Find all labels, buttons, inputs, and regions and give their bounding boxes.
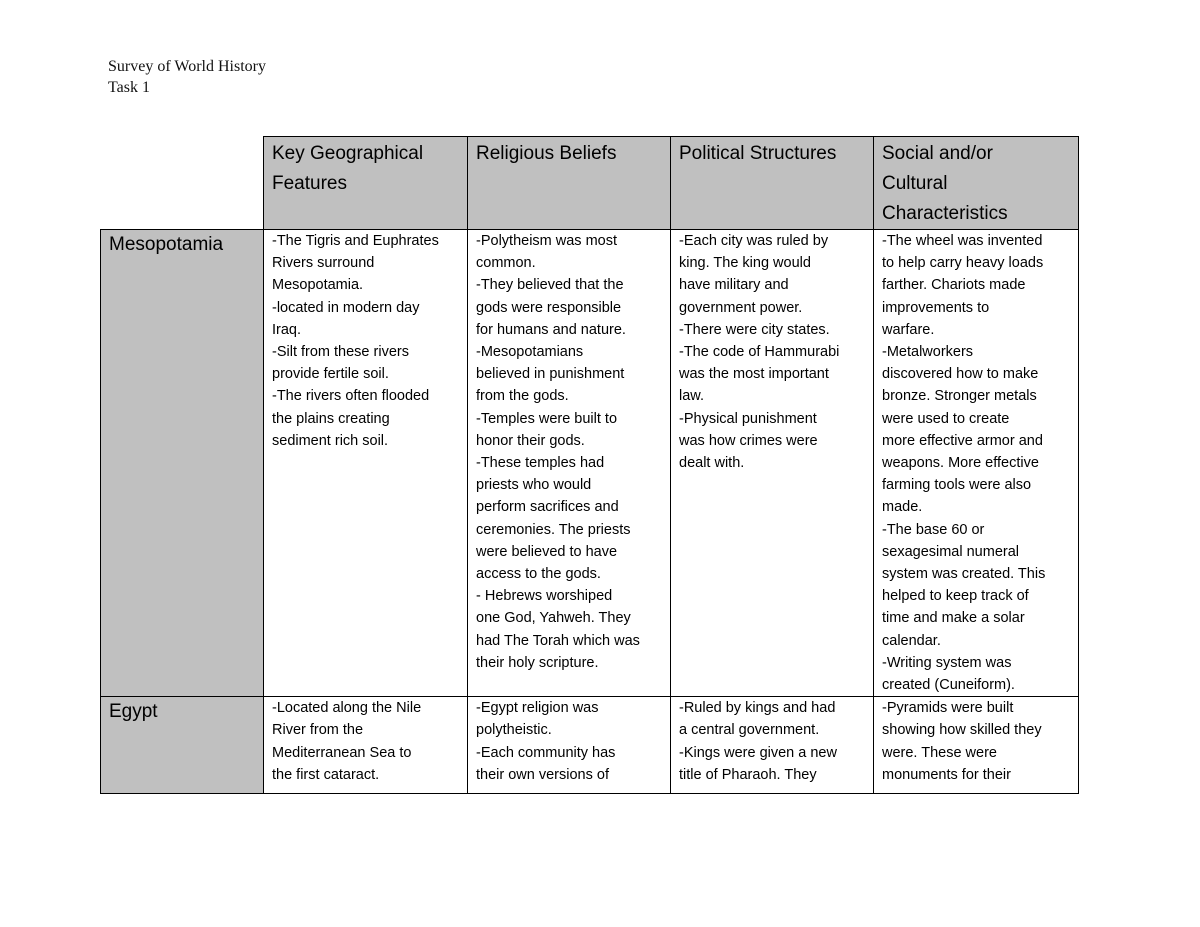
cell-text: -Located along the Nile River from the Mediterranean Sea to the first cataract. — [272, 700, 422, 783]
cell-text: -Polytheism was most common. -They believed that the gods were responsible for humans and nature. -Mesopotamians believed in punishment from the gods. -Temples were built to honor their gods. -These temples had priests who would perform sacrifices and ceremonies. The priests were believed to have access to the gods. - Hebrews worshiped one God, Yahweh. They had The Torah which was their holy scripture. — [476, 233, 640, 671]
table-cell-culture — [874, 697, 1079, 794]
column-header-culture — [874, 137, 1079, 230]
row-header-mesopotamia — [101, 230, 264, 697]
document-header — [108, 56, 266, 98]
table-cell-religion — [468, 230, 671, 697]
table-header-row — [101, 137, 1079, 230]
table-cell-religion — [468, 697, 671, 794]
table-corner-cell — [101, 137, 264, 230]
history-comparison-table — [100, 136, 1079, 794]
cell-text: -Each city was ruled by king. The king would have military and government power. -There were city states. -The code of Hammurabi was the most important law. -Physical punishment was how crimes were dealt with. — [679, 233, 840, 472]
table-cell-politics — [671, 697, 874, 794]
column-header-politics — [671, 137, 874, 230]
column-header-label: Religious Beliefs — [476, 143, 617, 164]
row-header-egypt — [101, 697, 264, 794]
column-header-geography — [264, 137, 468, 230]
cell-text: -The Tigris and Euphrates Rivers surround Mesopotamia. -located in modern day Iraq. -Silt from these rivers provide fertile soil. -The rivers often flooded the plains creating sediment rich soil. — [272, 233, 439, 449]
table-cell-politics — [671, 230, 874, 697]
table-row-egypt — [101, 697, 1079, 794]
row-header-label: Mesopotamia — [109, 234, 224, 255]
row-header-label: Egypt — [109, 701, 158, 723]
table-cell-culture — [874, 230, 1079, 697]
table-row-mesopotamia — [101, 230, 1079, 697]
column-header-label: Key Geographical Features — [272, 143, 424, 194]
column-header-label: Political Structures — [679, 143, 837, 164]
column-header-label: Social and/or Cultural Characteristics — [882, 143, 1008, 224]
cell-text: -Egypt religion was polytheistic. -Each community has their own versions of — [476, 700, 616, 783]
table-cell-geography — [264, 697, 468, 794]
cell-text: -Ruled by kings and had a central government. -Kings were given a new title of Pharaoh. They — [679, 700, 837, 783]
document-title: Survey of World History — [108, 58, 266, 75]
cell-text: -The wheel was invented to help carry heavy loads farther. Chariots made improvements to warfare. -Metalworkers discovered how to make bronze. Stronger metals were used to create more effective armor and weapons. More effective farming tools were also made. -The base 60 or sexagesimal numeral system was created. This helped to keep track of time and make a solar calendar. -Writing system was created (Cuneiform). — [882, 233, 1046, 694]
cell-text: -Pyramids were built showing how skilled they were. These were monuments for their — [882, 700, 1042, 783]
document-subtitle: Task 1 — [108, 79, 150, 96]
table-cell-geography — [264, 230, 468, 697]
column-header-religion — [468, 137, 671, 230]
